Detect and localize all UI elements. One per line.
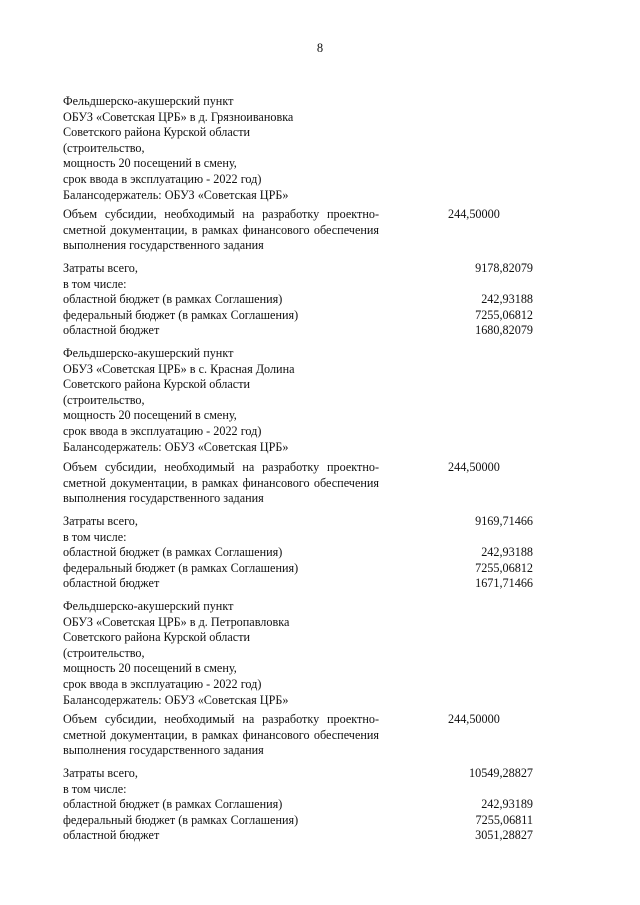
subsidy-value: 244,50000 [448, 460, 500, 474]
cost-value: 242,93188 [481, 545, 533, 560]
facility-line: Балансодержатель: ОБУЗ «Советская ЦРБ» [63, 187, 289, 202]
facility-line: Фельдшерско-акушерский пункт [63, 94, 234, 108]
cost-row [63, 828, 533, 844]
cost-value: 1671,71466 [475, 576, 533, 591]
cost-row [63, 261, 533, 277]
cost-label: в том числе: [63, 781, 127, 796]
facility-line: мощность 20 посещений в смену, [63, 661, 237, 676]
facility-line: Советского района Курской области [63, 630, 251, 645]
cost-value: 3051,28827 [475, 828, 533, 843]
costs-table [63, 766, 533, 844]
facility-line: Советского района Курской области [63, 377, 251, 392]
cost-label: областной бюджет [63, 323, 160, 338]
cost-row [63, 561, 533, 577]
cost-row [63, 292, 533, 308]
cost-label: Затраты всего, [63, 261, 138, 275]
facility-line: срок ввода в эксплуатацию - 2022 год) [63, 676, 262, 691]
cost-label: в том числе: [63, 529, 127, 544]
facility-line: (строительство, [63, 645, 145, 660]
facility-line: Фельдшерско-акушерский пункт [63, 599, 234, 613]
cost-row [63, 782, 533, 798]
subsidy-text: Объем субсидии, необходимый на разработку проектно-сметной документации, в рамках финансового обеспечения выполнения государственного задания [63, 712, 379, 758]
subsidy-text: Объем субсидии, необходимый на разработку проектно-сметной документации, в рамках финансового обеспечения выполнения государственного задания [63, 207, 379, 253]
cost-row [63, 277, 533, 293]
subsidy-block [63, 207, 500, 254]
facility-description [63, 94, 293, 203]
cost-row [63, 514, 533, 530]
page-number: 8 [316, 41, 324, 55]
cost-value: 9178,82079 [475, 261, 533, 275]
cost-label: в том числе: [63, 276, 127, 291]
cost-value: 1680,82079 [475, 323, 533, 338]
facility-line: ОБУЗ «Советская ЦРБ» в с. Красная Долина [63, 361, 295, 376]
cost-value: 7255,06812 [475, 560, 533, 575]
cost-label: Затраты всего, [63, 514, 138, 528]
facility-line: срок ввода в эксплуатацию - 2022 год) [63, 423, 262, 438]
cost-label: федеральный бюджет (в рамках Соглашения) [63, 307, 299, 322]
facility-line: срок ввода в эксплуатацию - 2022 год) [63, 171, 262, 186]
cost-value: 9169,71466 [475, 514, 533, 528]
cost-label: областной бюджет (в рамках Соглашения) [63, 292, 283, 307]
facility-line: ОБУЗ «Советская ЦРБ» в д. Грязноивановка [63, 109, 294, 124]
cost-row [63, 545, 533, 561]
facility-line: (строительство, [63, 392, 145, 407]
cost-value: 242,93188 [481, 292, 533, 307]
cost-label: федеральный бюджет (в рамках Соглашения) [63, 560, 299, 575]
cost-label: Затраты всего, [63, 766, 138, 780]
facility-line: мощность 20 посещений в смену, [63, 408, 237, 423]
cost-label: федеральный бюджет (в рамках Соглашения) [63, 812, 299, 827]
facility-line: (строительство, [63, 140, 145, 155]
cost-label: областной бюджет (в рамках Соглашения) [63, 545, 283, 560]
cost-value: 7255,06812 [475, 307, 533, 322]
facility-description [63, 346, 295, 455]
cost-row [63, 813, 533, 829]
facility-line: Советского района Курской области [63, 125, 251, 140]
cost-row [63, 530, 533, 546]
cost-label: областной бюджет (в рамках Соглашения) [63, 797, 283, 812]
cost-row [63, 766, 533, 782]
facility-line: Фельдшерско-акушерский пункт [63, 346, 234, 360]
cost-label: областной бюджет [63, 576, 160, 591]
cost-value: 7255,06811 [475, 812, 533, 827]
cost-value: 242,93189 [481, 797, 533, 812]
subsidy-block [63, 712, 500, 759]
subsidy-value: 244,50000 [448, 207, 500, 221]
cost-row [63, 797, 533, 813]
cost-row [63, 308, 533, 324]
cost-label: областной бюджет [63, 828, 160, 843]
facility-line: мощность 20 посещений в смену, [63, 156, 237, 171]
facility-line: Балансодержатель: ОБУЗ «Советская ЦРБ» [63, 439, 289, 454]
costs-table [63, 261, 533, 339]
costs-table [63, 514, 533, 592]
facility-line: Балансодержатель: ОБУЗ «Советская ЦРБ» [63, 692, 289, 707]
subsidy-text: Объем субсидии, необходимый на разработку проектно-сметной документации, в рамках финансового обеспечения выполнения государственного задания [63, 460, 379, 506]
subsidy-value: 244,50000 [448, 712, 500, 726]
cost-row [63, 323, 533, 339]
cost-row [63, 576, 533, 592]
facility-line: ОБУЗ «Советская ЦРБ» в д. Петропавловка [63, 614, 290, 629]
cost-value: 10549,28827 [469, 766, 533, 780]
facility-description [63, 599, 289, 708]
subsidy-block [63, 460, 500, 507]
